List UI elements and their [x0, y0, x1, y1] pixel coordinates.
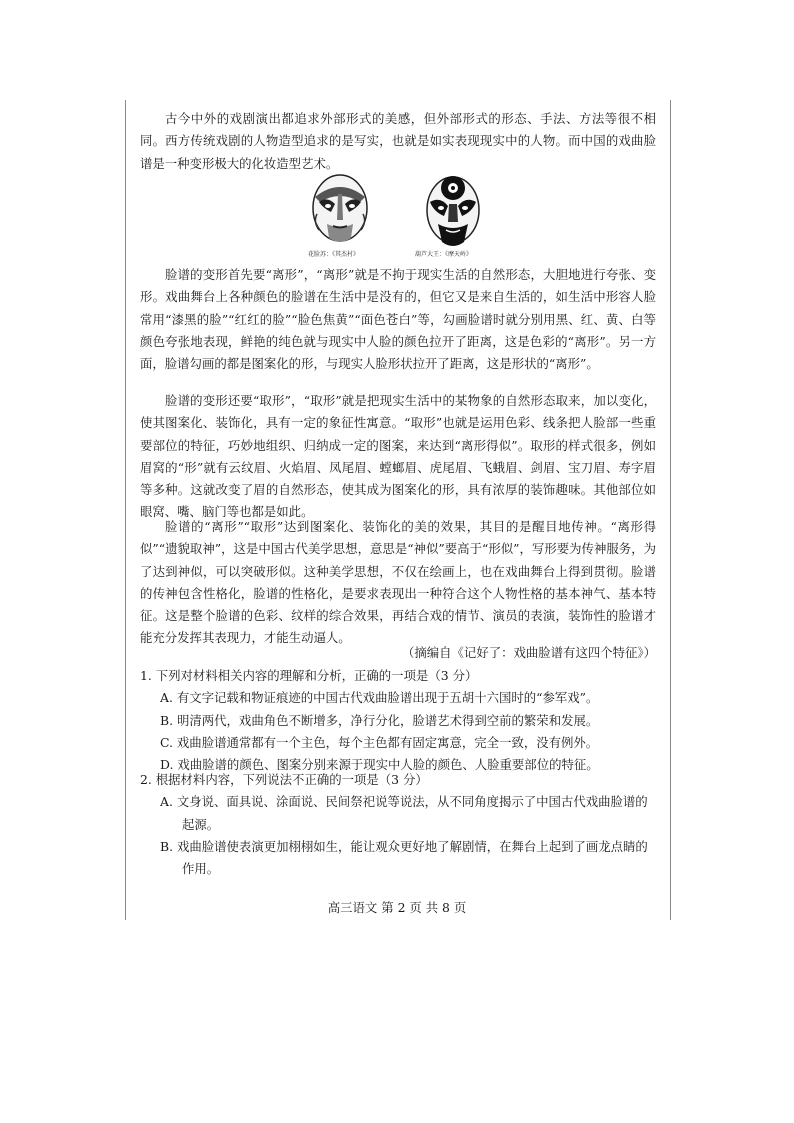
passage-text: 脸谱的变形首先要“离形”，“离形”就是不拘于现实生活的自然形态，大胆地进行夸张、变形。戏曲舞台上各种颜色的脸谱在生活中是没有的，但它又是来自生活的，如生活中形容人脸常用“漆黑的脸”“红红的脸”“脸色焦黄”“面色苍白”等，勾画脸谱时就分别用黑、红、黄、白等颜色夸张地表现，鲜艳的纯色就与现实中人脸的颜色拉开了距离，这是色彩的“离形”。另一方面，脸谱勾画的都是图案化的形，与现实人脸形状拉开了距离，这是形状的“离形”。 [140, 267, 656, 372]
opera-mask-figures [300, 172, 500, 264]
passage-paragraph-1 [140, 108, 656, 175]
passage-text: 古今中外的戏剧演出都追求外部形式的美感，但外部形式的形态、手法、方法等很不相同。西方传统戏剧的人物造型追求的是写实，也就是如实表现现实中的人物。而中国的戏曲脸谱是一种变形极大的化妆造型艺术。 [140, 111, 656, 171]
passage-source: （摘编自《记好了：戏曲脸谱有这四个特征》） [401, 645, 656, 660]
page-left-border [125, 100, 126, 920]
passage-text: 脸谱的变形还要“取形”，“取形”就是把现实生活中的某物象的自然形态取来，加以变化，使其图案化、装饰化，具有一定的象征性寓意。“取形”也就是运用色彩、线条把人脸部一些重要部位的特征，巧妙地组织、归纳成一定的图案，来达到“离形得似”。取形的样式很多，例如眉窝的“形”就有云纹眉、火焰眉、凤尾眉、螳螂眉、虎尾眉、飞蛾眉、剑眉、宝刀眉、寿字眉等多种。这就改变了眉的自然形态，使其成为图案化的形，具有浓厚的装饰趣味。其他部位如眼窝、嘴、脑门等也都是如此。 [140, 393, 656, 520]
opera-mask-image-2 [418, 172, 488, 252]
page-footer: 高三语文 第 2 页 共 8 页 [327, 900, 467, 915]
opera-mask-image-1 [305, 172, 375, 252]
option-b: B. 戏曲脸谱使表演更加栩栩如生，能让观众更好地了解剧情，在舞台上起到了画龙点睛的作用。 [160, 838, 648, 877]
option-a: A. 有文字记载和物证痕迹的中国古代戏曲脸谱出现于五胡十六国时的“参军戏”。 [160, 690, 599, 706]
page-right-border [670, 100, 671, 920]
figure-caption-1: 花脸苏：《其杰村》 [308, 251, 360, 258]
option-a: A. 文身说、面具说、涂面说、民间祭祀说等说法，从不同角度揭示了中国古代戏曲脸谱的起源。 [160, 794, 648, 832]
figure-caption-2: 葫芦大王：《摩天岭》 [415, 251, 473, 258]
option-b: B. 明清两代，戏曲角色不断增多，净行分化，脸谱艺术得到空前的繁荣和发展。 [160, 712, 599, 728]
question-1 [140, 665, 656, 776]
passage-paragraph-3 [140, 390, 656, 524]
passage-paragraph-4 [140, 516, 656, 650]
option-c: C. 戏曲脸谱通常都有一个主色，每个主色都有固定寓意，完全一致，没有例外。 [160, 734, 599, 750]
passage-paragraph-2 [140, 264, 656, 375]
passage-text: 脸谱的“离形”“取形”达到图案化、装饰化的美的效果，其目的是醒目地传神。“离形得似”“遗貌取神”，这是中国古代美学思想，意思是“神似”要高于“形似”，写形要为传神服务，为了达到神似，可以突破形似。这种美学思想，不仅在绘画上，也在戏曲舞台上得到贯彻。脸谱的传神包含性格化，脸谱的性格化，是要求表现出一种符合这个人物性格的基本神气、基本特征。这是整个脸谱的色彩、纹样的综合效果，再结合戏的情节、演员的表演，装饰性的脸谱才能充分发挥其表现力，才能生动逼人。 [140, 519, 656, 646]
question-2 [140, 769, 656, 880]
option-d: D. 戏曲脸谱的颜色、图案分别来源于现实中人脸的颜色、人脸重要部位的特征。 [160, 757, 599, 773]
question-stem: 1. 下列对材料相关内容的理解和分析，正确的一项是（3 分） [140, 668, 478, 683]
question-stem: 2. 根据材料内容，下列说法不正确的一项是（3 分） [140, 772, 428, 787]
